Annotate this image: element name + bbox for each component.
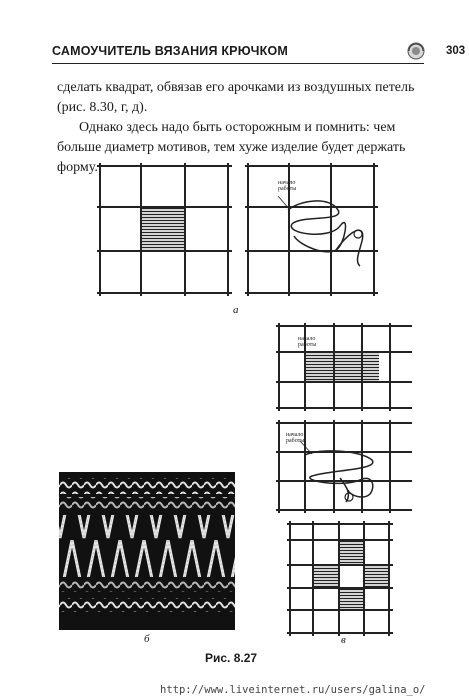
hatched-fill bbox=[141, 207, 185, 251]
annotation-start-1: начало работы bbox=[278, 180, 297, 192]
hatched-fill bbox=[305, 352, 379, 382]
mesh-grid-hatched-square bbox=[97, 163, 232, 296]
watermark-url: http://www.liveinternet.ru/users/galina_o/ bbox=[160, 684, 426, 696]
mesh-grid-hatched-rectangle bbox=[276, 323, 412, 411]
paragraph-1: сделать квадрат, обвязав его арочками из воздушных петель (рис. 8.30, г, д). bbox=[57, 80, 415, 115]
annotation-start-3: начало работы bbox=[298, 336, 317, 348]
figure-label-v: в bbox=[341, 634, 346, 646]
figure-caption: Рис. 8.27 bbox=[205, 651, 258, 665]
paragraph-2: Однако здесь надо быть осторожным и помнить: чем больше диаметр мотивов, тем хуже изделие будет держать форму. bbox=[57, 120, 406, 175]
mesh-grid-chain-loops bbox=[245, 163, 378, 296]
figure-label-a: а bbox=[233, 304, 239, 316]
lace-photo bbox=[59, 472, 235, 630]
mesh-grid-plus-hatching bbox=[287, 521, 393, 636]
book-title: САМОУЧИТЕЛЬ ВЯЗАНИЯ КРЮЧКОМ bbox=[52, 44, 288, 58]
page-number: 303 bbox=[446, 45, 466, 57]
figure-label-b: б bbox=[144, 633, 150, 645]
annotation-start-2: начало работы bbox=[286, 432, 305, 444]
